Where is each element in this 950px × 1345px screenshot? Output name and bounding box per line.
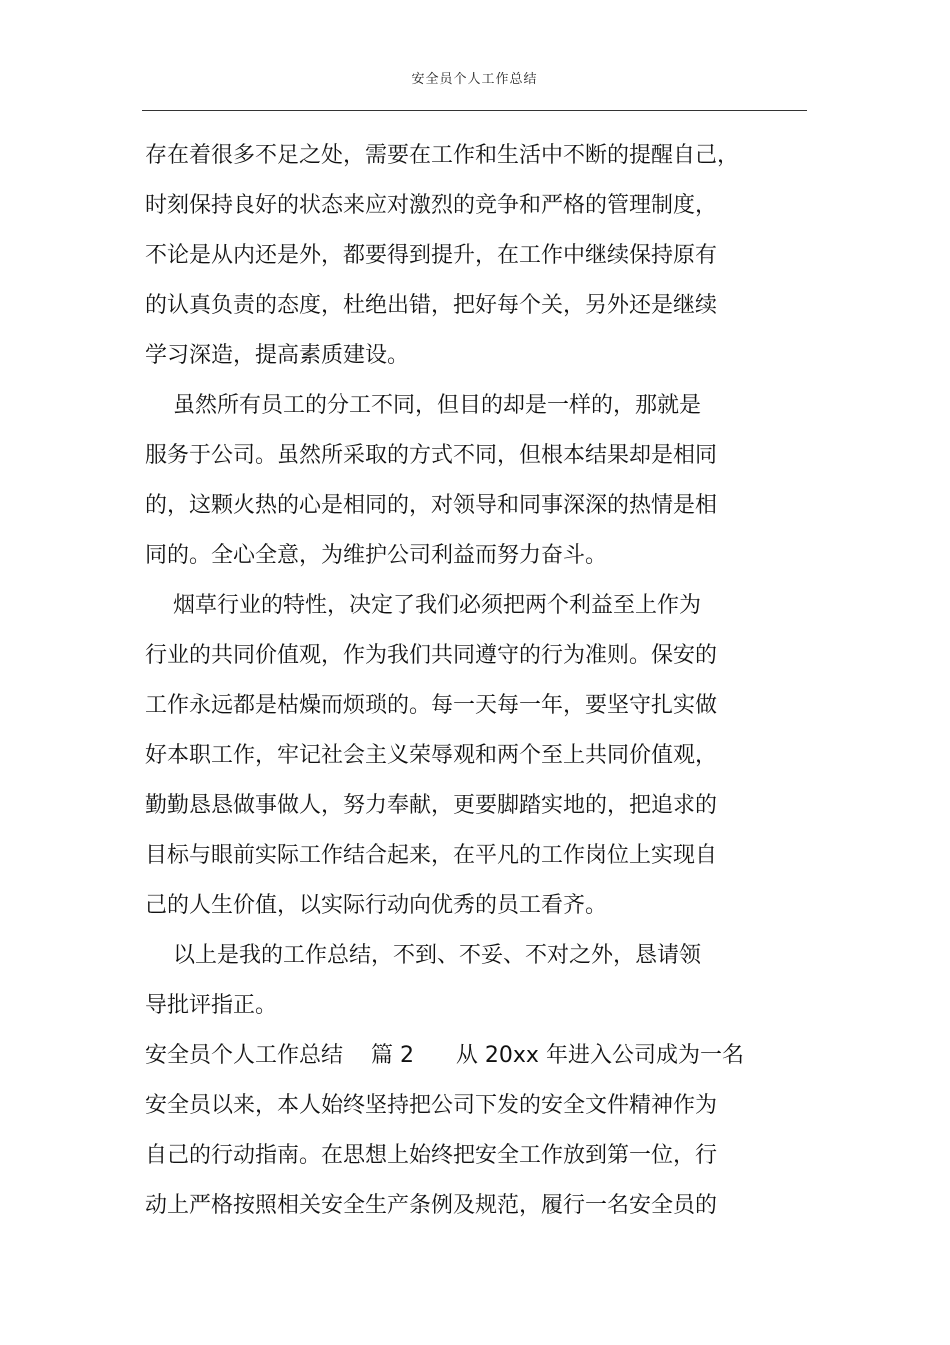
page-header: 安全员个人工作总结: [411, 72, 538, 87]
text-line: 自己的行动指南。在思想上始终把安全工作放到第一位，行: [145, 1143, 718, 1168]
text-line: 安全员以来，本人始终坚持把公司下发的安全文件精神作为: [145, 1093, 718, 1118]
text-line: 烟草行业的特性，决定了我们必须把两个利益至上作为: [145, 593, 701, 618]
section-heading-line: 安全员个人工作总结 篇 2 从 20xx 年进入公司成为一名: [145, 1043, 744, 1068]
text-line: 动上严格按照相关安全生产条例及规范，履行一名安全员的: [145, 1193, 718, 1218]
text-line: 存在着很多不足之处，需要在工作和生活中不断的提醒自己，: [145, 143, 740, 168]
text-line: 的，这颗火热的心是相同的，对领导和同事深深的热情是相: [145, 493, 718, 518]
header-divider: [142, 110, 807, 111]
text-line: 服务于公司。虽然所采取的方式不同，但根本结果却是相同: [145, 443, 718, 468]
text-line: 时刻保持良好的状态来应对激烈的竞争和严格的管理制度，: [145, 193, 718, 218]
text-line: 己的人生价值，以实际行动向优秀的员工看齐。: [145, 893, 608, 918]
text-line: 不论是从内还是外，都要得到提升，在工作中继续保持原有: [145, 243, 718, 268]
text-line: 工作永远都是枯燥而烦琐的。每一天每一年，要坚守扎实做: [145, 693, 718, 718]
text-line: 勤勤恳恳做事做人，努力奉献，更要脚踏实地的，把追求的: [145, 793, 718, 818]
text-line: 同的。全心全意，为维护公司利益而努力奋斗。: [145, 543, 608, 568]
text-line: 以上是我的工作总结，不到、不妥、不对之外，恳请领: [145, 943, 701, 968]
text-line: 目标与眼前实际工作结合起来，在平凡的工作岗位上实现自: [145, 843, 718, 868]
text-line: 导批评指正。: [145, 993, 278, 1018]
text-line: 虽然所有员工的分工不同，但目的却是一样的，那就是: [145, 393, 701, 418]
text-line: 行业的共同价值观，作为我们共同遵守的行为准则。保安的: [145, 643, 718, 668]
text-line: 学习深造，提高素质建设。: [145, 343, 410, 368]
text-line: 好本职工作，牢记社会主义荣辱观和两个至上共同价值观，: [145, 743, 718, 768]
text-line: 的认真负责的态度，杜绝出错，把好每个关，另外还是继续: [145, 293, 718, 318]
